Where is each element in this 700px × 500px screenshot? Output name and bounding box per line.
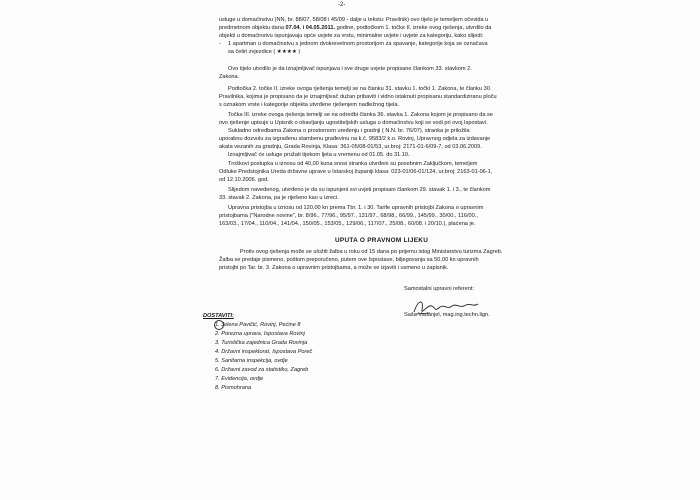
list-item: 3. Turistička zajednica Grada Rovinja — [215, 340, 308, 346]
text-line: Pravilnika, kojima je propisano da je iznajmljivač dužan pribaviti i vidno istaknuti propisanu standardiziranu ploču — [219, 94, 497, 100]
text-line: 1 apartman u domaćinstvu s jednom dvokrevetnom prostorijom za spavanje, kategorije koja se označava — [228, 41, 488, 47]
text-line: s oznakom vrste i kategorije objekta utvrđene rješenjem nadležnog tijela. — [219, 102, 400, 108]
text-line: Protiv ovog rješenja može se uložiti žalba u roku od 15 dana po prijemu istog Ministarstvu turizma Zagreb. — [240, 249, 503, 255]
text-line: objekti u domaćinstvu ispunjavaju opće uvjete za vrstu, minimalne uvjete i uvjete za kategoriju, kako slijedi: — [219, 33, 484, 39]
text-line: Slijedom navedenog, utvrđeno je da su ispunjeni svi uvjeti propisani člankom 29. stavak 1. i 3., te člankom — [228, 187, 491, 193]
text-line: sa četiri zvjezdice ( ★★★★ ) — [228, 49, 301, 55]
bullet-marker: - — [219, 41, 221, 47]
text-line: Upravna pristojba u iznosu od 120,00 kn prema Tbr. 1. i 30. Tarife upravnih pristojbi Zakona o upravnim — [228, 205, 484, 211]
text-line: uporabnu dozvolu za izgrađenu stambenu građevinu na k.č. 9583/2 k.o. Rovinj, Upravnog odjela za izdavanje — [219, 136, 491, 142]
text-line: Točka III. izreke ovoga rješenja temelji se na odredbi članka 36. stavka 1. Zakona kojom je propisano da se — [228, 112, 493, 118]
text-line: Sukladno odredbama Zakona o prostornom uređenju i gradnji ( N.N. br. 76/07), stranka je priložila — [228, 128, 470, 134]
list-item: 1. Jelena Pavičić, Rovinj, Pećine 8 — [215, 322, 301, 328]
text-line: akata vezanih za gradnju, Grada Rovinja, Klasa: 361-05/08-01/53, ur.broj: 2171-01-6/09-7, od 03.06.2009. — [219, 144, 482, 150]
text-line: 163/03., 17/04., 110/04., 141/04., 150/05., 153/05., 129/06., 117/07., 25/08., 60/08. i 20/10.), plaćena je. — [219, 221, 476, 227]
text-line: 33. stavak 2. Zakona, pa je riješeno kao u izreci. — [219, 195, 339, 201]
text-line: ovo rješenje upisuje u Upisnik o obavljanju ugostiteljskih usluga u domaćinstvu koji se vodi pri ovoj Ispostavi. — [219, 120, 488, 126]
text-line: od 12.10.2006. god. — [219, 177, 269, 183]
list-item: 4. Državni inspektorat, Ispostava Poreč — [215, 349, 313, 355]
text-line: Odluke Predstojnika Ureda državne uprave u Istarskoj županiji klasa: 023-01/06-01/124, ur.broj: 2163-01-06-1, — [219, 169, 493, 175]
text-line: Troškovi postupka u iznosu od 40,00 kuna snosi stranka utvrđeni su posebnim Zaključkom, temeljem — [228, 161, 478, 167]
list-item: 6. Državni zavod za statistiku, Zagreb — [215, 367, 309, 373]
text-line: predmetnom objektu dana 07.04. i 04.05.2011. godine, podtočkom 1. točke II. izreke ovog rješenja, utvrdilo da — [219, 25, 492, 31]
text-line: Zakona. — [219, 74, 240, 80]
list-item: 5. Sanitarna inspekcija, ovdje — [215, 358, 288, 364]
dostaviti-title: DOSTAVITI: — [203, 313, 234, 319]
list-item: 7. Evidencija, ovdje — [215, 376, 264, 382]
text-line: pristojbama ("Narodne novine", br. 8/96., 77/96., 95/97., 131/97., 68/98., 66/99., 145/99., 30/00., 116/00., — [219, 213, 478, 219]
page-number: -2- — [338, 2, 346, 8]
text-line: Ovo tijelo utvrdilo je da iznajmljivač ispunjava i sve druge uvjete propisane člankom 33. stavkom 2. — [228, 66, 472, 72]
text-line: Žalba se predaje pismeno, poštom preporučeno, putem ove Ispostave, biljegovanja sa 50,00 kn upravnih — [219, 257, 479, 263]
signatory-title: Samostalni upravni referent: — [404, 286, 474, 292]
text-line: Podtočka 2. točke II. izreke ovoga rješenja temelji se na članku 31. stavku 1. točki 1. Zakona, te članku 30. — [228, 86, 492, 92]
bold-dates: 07.04. i 04.05.2011. — [285, 25, 336, 31]
list-item: 8. Pismohrana — [215, 385, 252, 391]
list-item: 2. Porezna uprava, Ispostava Rovinj — [215, 331, 305, 337]
text-line: usluge u domaćinstvu (NN, br. 88/07, 58/08 i 45/09 - dalje u tekstu: Pravilnik) ovo tijelo je temeljem očevida u — [219, 17, 489, 23]
signatory-name: Saša Vadanjel, mag.ing.techn.lign. — [404, 312, 490, 318]
section-heading: UPUTA O PRAVNOM LIJEKU — [335, 237, 429, 244]
text-line: pristojbi po Tar. br. 3. Zakona o upravnim pristojbama, a može se izjaviti i usmeno u zapisnik. — [219, 265, 449, 271]
text-line: Iznajmljivač će usluge pružati tijekom ljeta u vremenu od 01.05. do 31.10. — [228, 152, 410, 158]
